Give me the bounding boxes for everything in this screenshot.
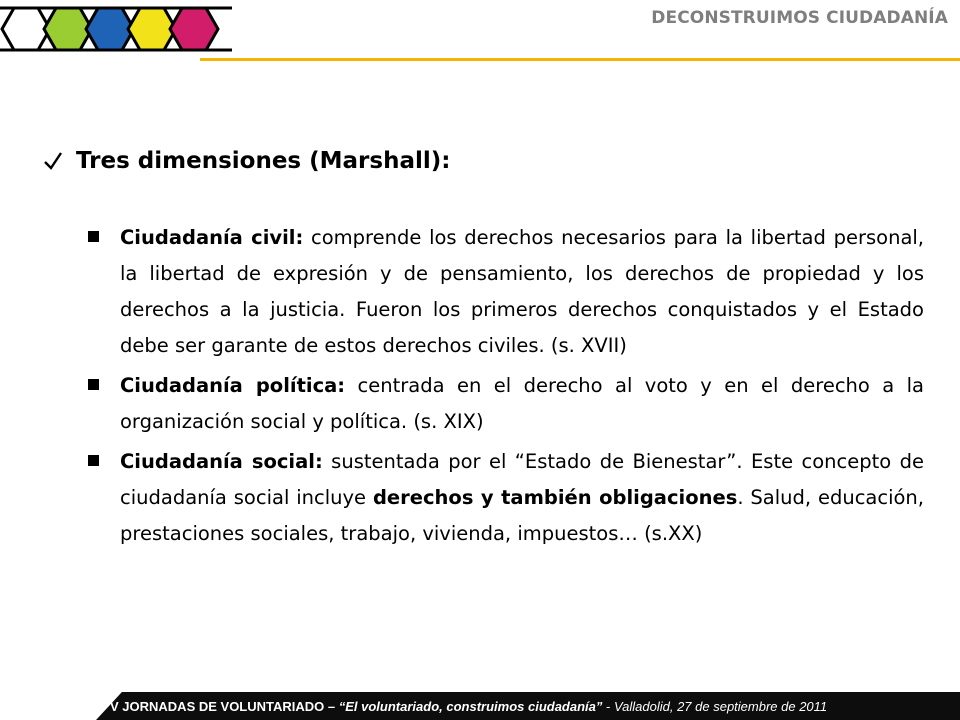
bullet-text: centrada en el derecho al voto y en el derecho a la organización social y política. (s. XIX) [120, 374, 925, 433]
bullet-social [88, 444, 924, 552]
square-bullet-icon [88, 455, 99, 466]
bullet-civil [88, 220, 924, 364]
page-header-title: DECONSTRUIMOS CIUDADANÍA [651, 8, 948, 28]
section-heading [42, 148, 450, 174]
hexagon-chain-logo [0, 0, 232, 58]
footer-motto: “El voluntariado, construimos ciudadanía” [338, 699, 603, 714]
square-bullet-icon [88, 379, 99, 390]
bullet-text: comprende los derechos necesarios para la libertad personal, la libertad de expresión y de pensamiento, los derechos de propiedad y los derechos a la justicia. Fueron los primeros derechos conquistados y el Estado debe ser garante de estos derechos civiles. (s. XVII) [120, 226, 925, 357]
bullet-term: Ciudadanía política: [120, 374, 346, 397]
bullet-politica [88, 368, 924, 440]
footer-separator: - [602, 699, 614, 714]
footer-place-date: Valladolid, 27 de septiembre de 2011 [613, 699, 828, 714]
bullet-list [88, 220, 924, 556]
checkmark-icon [42, 150, 64, 172]
hexagon-icon [170, 8, 218, 50]
square-bullet-icon [88, 231, 99, 242]
bullet-term: Ciudadanía social: [120, 450, 323, 473]
bullet-term: Ciudadanía civil: [120, 226, 304, 249]
bullet-text: sustentada por el “Estado de Bienestar”. Este concepto de ciudadanía social incluye [120, 450, 924, 509]
bullet-text: . Salud, educación, prestaciones sociales, trabajo, vivienda, impuestos… (s.XX) [120, 486, 924, 545]
footer-event: V JORNADAS DE VOLUNTARIADO – [110, 699, 339, 714]
footer-text [110, 699, 827, 714]
header-divider [200, 58, 960, 61]
bullet-emphasis: derechos y también obligaciones [372, 486, 738, 509]
heading-text: Tres dimensiones (Marshall): [76, 148, 451, 174]
